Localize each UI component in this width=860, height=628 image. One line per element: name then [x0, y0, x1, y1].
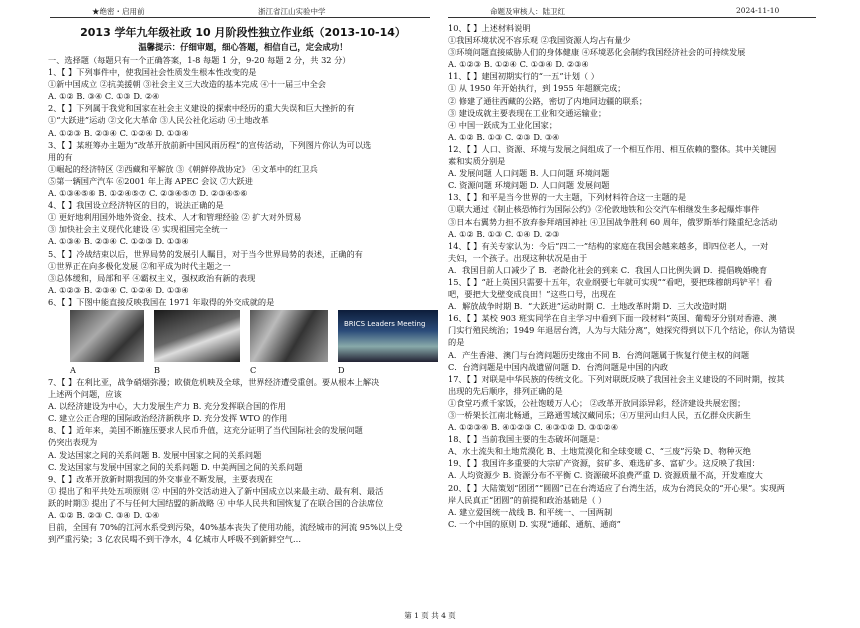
text-line: 素和实质分别是: [448, 156, 506, 167]
text-line: 跃的时期③ 提出了不与任何大国结盟的新战略 ④ 中华人民共和国恢复了在联合国的合法席位: [48, 497, 384, 508]
text-line: 3、【 】某班筹办主题为“改革开放前新中国风雨历程”的宣传活动，下列图片你认为可以选: [48, 139, 372, 150]
text-line: A. ①②③ B. ②③④ C. ①②④ D. ①③④: [48, 284, 189, 295]
q6-image-captions: [70, 364, 438, 376]
text-line: 一、选择题（每题只有一个正确答案，1-8 每题 1 分，9-20 每题 2 分，共 32 分）: [48, 55, 351, 65]
text-line: 的是: [448, 337, 465, 348]
text-line: 12、【 】人口、资源、环境与发展之间组成了一个相互作用、相互依赖的整体。其中关键因: [448, 143, 777, 154]
page-subtitle: 温馨提示：仔细审题，细心答题，相信自己，定会成功！: [138, 42, 348, 52]
text-line: ③ 加快社会主义现代化建设 ④ 实现祖国完全统一: [48, 224, 228, 235]
text-line: ①新中国成立 ②抗美援朝 ③社会主义三大改造的基本完成 ④十一届三中全会: [48, 79, 326, 90]
header-rule-left: [50, 17, 430, 18]
text-line: 11、【 】建国初期实行的“一五”计划（ ）: [448, 71, 599, 82]
q6-caption-c: C: [250, 364, 257, 375]
left-questions-part1: [48, 54, 438, 308]
text-line: C．台湾问题是中国内战遗留问题 D．台湾问题是中国的内政: [448, 361, 669, 372]
text-line: A. ①② B. ①③ C. ②③ D. ③④: [448, 131, 560, 142]
text-line: A. ①② B. ③④ C. ①③ D. ②④: [48, 91, 160, 102]
header-left: ★绝密・启用前: [92, 7, 145, 16]
text-line: 吧，要把大戈壁变成良田！”这些口号，出现在: [448, 289, 616, 300]
text-line: A. ①③④ B. ②③④ C. ①②③ D. ①③④: [48, 236, 189, 247]
text-line: 4、【 】我国设立经济特区的目的，说法正确的是: [48, 200, 224, 211]
header-rule-right: [448, 17, 816, 18]
left-questions-part2: [48, 376, 438, 545]
text-line: ③环境问题直接威胁人们的身体健康 ④环境恶化会制约我国经济社会的可持续发展: [448, 47, 746, 58]
text-line: 夫妇，一个孩子。出现这种状况是由于: [448, 252, 588, 263]
text-line: 13、【 】和平是当今世界的一大主题，下列材料符合这一主题的是: [448, 192, 687, 203]
text-line: 7、【 】在利比亚，战争硝烟弥漫；欧债危机映及全球，世界经济遭受重创。要从根本上解决: [48, 376, 380, 387]
text-line: 15、【 】“赶上英国只需要十五年，农业纲要七年就可实现”“看吧，要把珠穆朗玛铲平！看: [448, 276, 773, 287]
q6-caption-b: B: [154, 364, 161, 375]
text-line: 5、【 】冷战结束以后，世界局势的发展引人瞩目，对于当今世界局势的表述，正确的有: [48, 248, 363, 259]
text-line: 2、【 】下列属于我党和国家在社会主义建设的探索中经历的重大失误和巨大挫折的有: [48, 103, 355, 114]
text-line: 仍突出表现为: [48, 437, 98, 448]
text-line: ② 修建了通往西藏的公路，密切了内地同边疆的联系；: [448, 95, 648, 106]
text-line: ① 从 1950 年开始执行，到 1955 年超额完成；: [448, 83, 626, 94]
text-line: 1、【 】下列事件中，使我国社会性质发生根本性改变的是: [48, 67, 257, 78]
text-line: A. ①②③ B. ①②④ C. ①③④ D. ②③④: [448, 59, 589, 70]
text-line: 9、【 】改革开放新时期我国的外交事业不断发展，主要表现在: [48, 473, 273, 484]
text-line: ③日本右翼势力担不放弃参拜靖国神社 ④卫国战争胜利 60 周年，俄罗斯举行隆重纪念活动: [448, 216, 778, 227]
text-line: ① 更好地利用国外地外资金、技术、人才和管理经验 ② 扩大对外贸易: [48, 212, 302, 223]
text-line: 到严重污染；3 亿农民喝不到干净水，4 亿城市人呼吸不到新鲜空气…: [48, 534, 302, 545]
q6-image-row: [70, 310, 438, 362]
text-line: A、水土流失和土地荒漠化 B、土地荒漠化和全球变暖 C、“三废”污染 D、物种灭绝: [448, 446, 751, 457]
text-line: 门实行殖民统治；1949 年退居台湾，人为与大陆分离”，她探究得到以下几个结论，你认为错误: [448, 325, 795, 336]
text-line: ①我国环境状况不容乐观 ②我国资源人均占有量少: [448, 35, 631, 46]
page-title: 2013 学年九年级社政 10 月阶段性独立作业纸（2013-10-14）: [80, 26, 406, 39]
q6-image-d: [338, 310, 438, 362]
text-line: A．解放战争时期 B．“大跃进”运动时期 C．土地改革时期 D．三大改造时期: [448, 301, 727, 312]
text-line: ①食堂巧煮千家饭，公社饱暖万人心； ②改革开放同添异彩，经济建设共展宏图；: [448, 397, 746, 408]
text-line: A. ①② B. ②③ C. ③④ D. ①④: [48, 510, 160, 520]
text-line: 8、【 】近年来，美国不断施压要求人民币升值，这充分证明了当代国际社会的发展问题: [48, 425, 363, 436]
text-line: ⑤第一辆国产汽车 ⑥2001 年上海 APEC 会议 ⑦大跃进: [48, 175, 253, 186]
q6-image-a: [70, 310, 144, 362]
text-line: A. ①② B. ①③ C. ①④ D. ②③: [448, 228, 560, 239]
text-line: ③ 建设成就主要表现在工业和交通运输业；: [448, 107, 607, 118]
q6-caption-a: A: [70, 364, 76, 375]
text-line: ①世界正在向多极化发展 ②和平成为时代主题之一: [48, 260, 231, 271]
q6-poster-text: BRICS Leaders Meeting: [344, 319, 426, 328]
q6-image-c: [250, 310, 328, 362]
text-line: 14、【 】有关专家认为：今后“四二一”结构的家庭在我国会越来越多，即四位老人，一对: [448, 240, 769, 251]
header-date: 2024-11-10: [736, 6, 780, 15]
right-column: [448, 22, 820, 530]
text-line: 岸人民真正“团圆”的前提和政治基础是（ ）: [448, 494, 607, 505]
text-line: A. 发展问题 人口问题 B. 人口问题 环境问题: [448, 168, 610, 179]
header-author: 命题及审核人：陆卫红: [490, 7, 565, 16]
q6-image-b: [154, 310, 240, 362]
text-line: A. 以经济建设为中心，大力发展生产力 B. 充分发挥联合国的作用: [48, 401, 286, 412]
text-line: 19、【 】我国许多重要的大宗矿产资源，贫矿多、难选矿多、富矿少。这反映了我国：: [448, 458, 760, 469]
text-line: ③一桥架长江南北畅通，三路通雪域汉藏同乐；④万里河山归人民，五亿群众庆新生: [448, 410, 751, 420]
text-line: A. 人均资源少 B. 资源分布不平衡 C. 资源破坏浪费严重 D. 资源质量不高，开发难度大: [448, 470, 763, 481]
text-line: ①“大跃进”运动 ②文化大革命 ③人民公社化运动 ④土地改革: [48, 115, 269, 126]
text-line: C. 发达国家与发展中国家之间的关系问题 D. 中美两国之间的关系问题: [48, 461, 303, 472]
text-line: A. ①②③ B. ②③④ C. ①②④ D. ①③④: [48, 127, 189, 138]
page-footer: 第 1 页 共 4 页: [404, 611, 456, 620]
header-school: 浙江省江山实验中学: [258, 7, 326, 16]
q6-caption-d: D: [338, 364, 345, 375]
text-line: 6、【 】下图中能直接反映我国在 1971 年取得的外交成就的是: [48, 296, 275, 307]
text-line: 出现的先后顺序，排列正确的是: [448, 385, 563, 396]
text-line: C. 建立公正合理的国际政治经济新秩序 D. 充分发挥 WTO 的作用: [48, 413, 288, 424]
text-line: ① 提出了和平共处五项原则 ② 中国的外交活动进入了新中国成立以来最主动、最有利、最活: [48, 485, 384, 496]
text-line: A. ①③④⑤⑥ B. ①②④⑤⑦ C. ②③④⑤⑦ D. ②③④⑤⑥: [48, 188, 248, 199]
text-line: ①崛起的经济特区 ②西藏和平解放 ③《朝鲜停战协定》 ④文革中的红卫兵: [48, 163, 318, 174]
text-line: C. 一个中国的原则 D. 实现“通邮、通航、通商”: [448, 518, 621, 529]
text-line: A．我国目前人口减少了 B．老龄化社会的到来 C．我国人口比例失调 D．提倡晚婚晚育: [448, 264, 768, 275]
text-line: 用的有: [48, 151, 73, 162]
text-line: ①联大通过《制止核恐怖行为国际公约》②伦敦地铁和公交汽车相继发生多起爆炸事件: [448, 204, 760, 215]
text-line: 目前，全国有 70%的江河水系受到污染，40%基本丧失了使用功能，流经城市的河流 95%以上受: [48, 522, 403, 533]
text-line: C. 资源问题 环境问题 D. 人口问题 发展问题: [448, 180, 610, 191]
text-line: 上述两个问题，应该: [48, 389, 122, 400]
text-line: ③总体缓和，局部和平 ④霸权主义，强权政治有新的表现: [48, 272, 256, 283]
text-line: 20、【 】大陆策划“团团”“圆圆”已在台湾适应了台湾生活，成为台湾民众的“开心果”。实现两: [448, 482, 785, 493]
text-line: 10、【 】上述材料说明: [448, 23, 531, 33]
text-line: 16、【 】某校 903 班实同学在自主学习中看到下面一段材料“英国、葡萄牙分别对香港、澳: [448, 313, 777, 324]
text-line: A. 发达国家之间的关系问题 B. 发展中国家之间的关系问题: [48, 449, 262, 460]
text-line: 17、【 】对联是中华民族的传统文化。下列对联既反映了我国社会主义建设的不同时期，按其: [448, 373, 785, 384]
text-line: ④ 中国一跃成为工业化国家；: [448, 119, 558, 130]
text-line: 18、【 】当前我国主要的生态破坏问题是：: [448, 434, 605, 445]
left-column: [48, 22, 438, 545]
text-line: A. 建立爱国统一战线 B. 和平统一、一国两制: [448, 506, 613, 517]
text-line: A. ①②③④ B. ④①②③ C. ④③①② D. ③①②④: [448, 422, 619, 433]
text-line: A．产生香港、澳门与台湾问题历史缘由不同 B．台湾问题属于恢复行使主权的问题: [448, 349, 750, 360]
